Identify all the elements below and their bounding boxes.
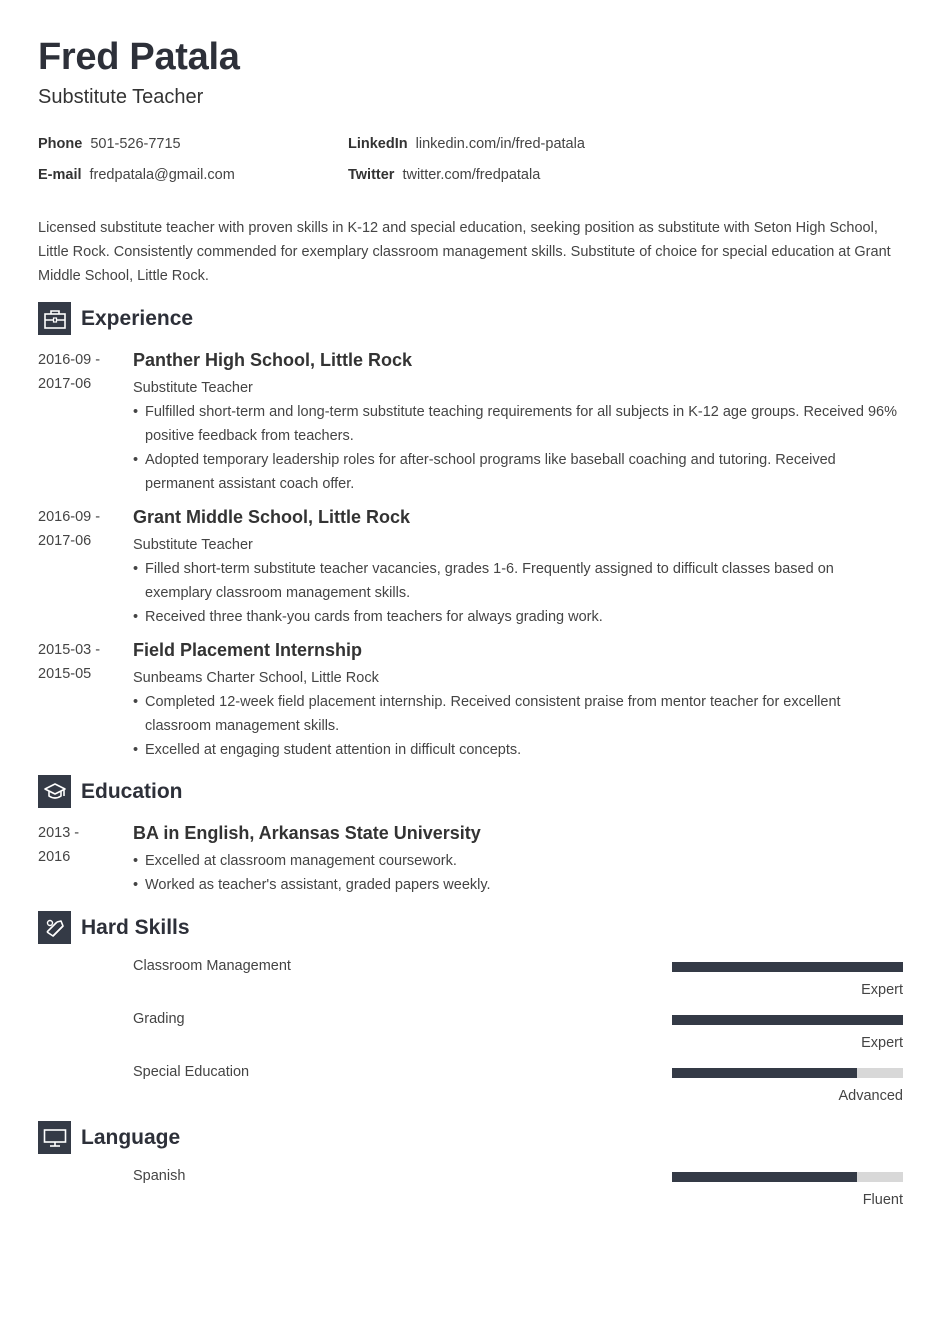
entry-title: Panther High School, Little Rock [133,350,413,370]
entry-dates [38,348,118,396]
language-bar [672,1172,903,1182]
bullet-item: • Excelled at classroom management coursework. [133,849,903,873]
skill-bar-fill [672,1015,903,1025]
skill-bar [672,962,903,972]
skill-bar [672,1015,903,1025]
summary-text: Licensed substitute teacher with proven skills in K-12 and special education, seeking position as substitute with Seton High School, Little Rock. Consistently commended for exemplary classroom management skills. Substitute of choice for special education at Grant Middle School, Little Rock. [38,220,891,284]
entry-dates [38,505,118,553]
skill-level: Expert [861,982,903,998]
email-label: E-mail [38,167,82,183]
contact-email [38,167,235,183]
date-start: 2016-09 - [38,352,101,368]
language-header [38,1121,180,1154]
skill-level: Advanced [838,1088,903,1104]
date-end: 2016 [38,849,71,865]
phone-label: Phone [38,136,83,152]
date-start: 2016-09 - [38,509,101,525]
candidate-title: Substitute Teacher [38,86,204,108]
date-start: 2015-03 - [38,642,101,658]
contact-twitter [348,167,540,183]
language-title: Language [81,1125,181,1149]
entry-bullets [133,557,903,629]
entry-title: Field Placement Internship [133,640,363,660]
skill-name: Classroom Management [133,958,291,974]
skill-item [133,958,903,1008]
contact-linkedin [348,136,585,152]
language-bar-fill [672,1172,857,1182]
bullet-item: • Excelled at engaging student attention in difficult concepts. [133,738,903,762]
skill-name: Special Education [133,1064,250,1080]
date-end: 2017-06 [38,533,92,549]
entry-dates [38,821,118,869]
bullet-item: • Adopted temporary leadership roles for after-school programs like baseball coaching and tutoring. Received permanent assistant coach offer. [133,448,903,496]
entry-subtitle: Substitute Teacher [133,380,253,396]
skill-name: Grading [133,1011,185,1027]
experience-header [38,302,193,335]
bullet-item: • Received three thank-you cards from teachers for always grading work. [133,605,903,629]
entry-bullets [133,690,903,762]
monitor-icon [38,1121,71,1154]
entry-dates [38,638,118,686]
hard-skills-header [38,911,190,944]
entry-subtitle: Sunbeams Charter School, Little Rock [133,670,379,686]
entry-title: BA in English, Arkansas State University [133,823,481,843]
skill-level: Expert [861,1035,903,1051]
hard-skills-title: Hard Skills [81,915,190,939]
language-item [133,1168,903,1218]
language-name: Spanish [133,1168,186,1184]
skill-bar-fill [672,1068,857,1078]
skill-bar-fill [672,962,903,972]
bullet-item: • Filled short-term substitute teacher vacancies, grades 1-6. Frequently assigned to difficult classes based on exemplary classroom management skills. [133,557,903,605]
bullet-item: • Completed 12-week field placement internship. Received consistent praise from mentor teacher for excellent classroom management skills. [133,690,903,738]
education-title: Education [81,779,183,803]
tools-icon [38,911,71,944]
linkedin-label: LinkedIn [348,136,408,152]
skill-item [133,1011,903,1061]
skill-bar [672,1068,903,1078]
language-level: Fluent [862,1192,903,1208]
entry-bullets [133,400,903,496]
date-end: 2015-05 [38,666,92,682]
candidate-name: Fred Patala [38,36,240,78]
skill-item [133,1064,903,1114]
twitter-label: Twitter [348,167,395,183]
bullet-item: • Worked as teacher's assistant, graded papers weekly. [133,873,903,897]
phone-value: 501-526-7715 [90,136,181,152]
linkedin-value[interactable]: linkedin.com/in/fred-patala [415,136,585,152]
date-start: 2013 - [38,825,80,841]
bullet-item: • Fulfilled short-term and long-term substitute teaching requirements for all subjects in K-12 age groups. Received 96% positive feedback from teachers. [133,400,903,448]
date-end: 2017-06 [38,376,92,392]
entry-bullets [133,849,903,897]
experience-title: Experience [81,306,194,330]
email-value[interactable]: fredpatala@gmail.com [89,167,235,183]
contact-phone [38,136,181,152]
briefcase-icon [38,302,71,335]
graduation-cap-icon [38,775,71,808]
twitter-value[interactable]: twitter.com/fredpatala [402,167,541,183]
entry-title: Grant Middle School, Little Rock [133,507,411,527]
entry-subtitle: Substitute Teacher [133,537,253,553]
education-header [38,775,183,808]
